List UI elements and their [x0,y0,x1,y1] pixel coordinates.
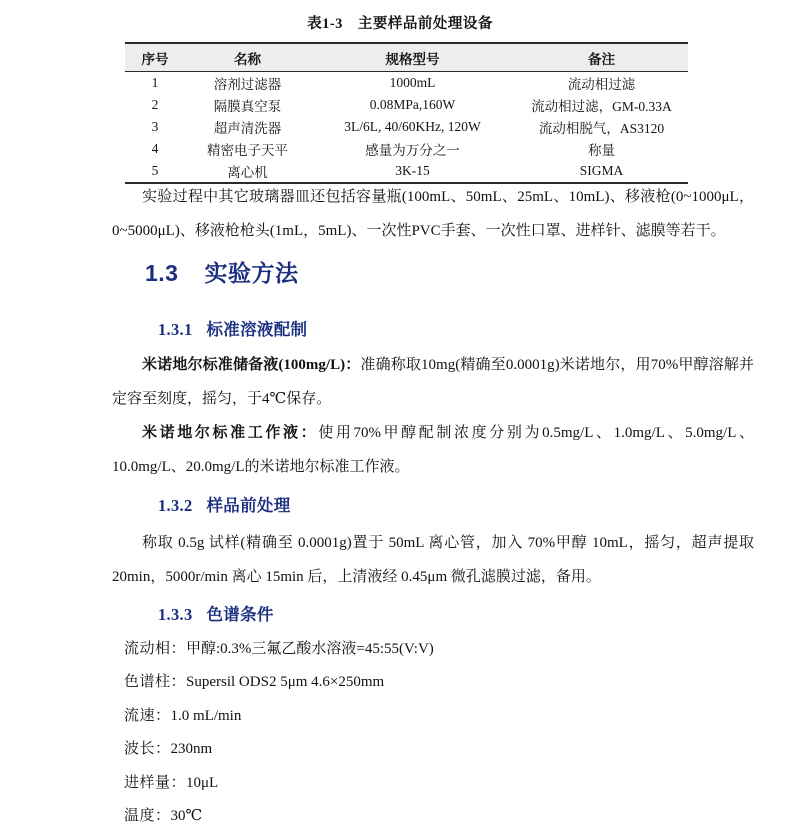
cell-no: 3 [151,119,159,134]
cell-name: 超声清洗器 [213,121,282,136]
cell-remark: 流动相过滤，GM-0.33A [531,99,672,114]
condition-flow-rate [124,700,764,733]
paragraph-lead: 米诺地尔标准储备液(100mg/L)： [142,357,361,373]
condition-wavelength [124,733,764,766]
cell-remark: SIGMA [515,160,688,183]
condition-label: 流动相： [124,641,187,657]
condition-label: 流速： [124,707,171,724]
condition-label: 进样量： [124,774,187,791]
paragraph-text: 准确称取10mg(精确至0.0001g)米诺地尔，用70%甲醇溶解并定容至刻度，摇匀，于4℃保存。 [112,357,754,407]
equipment-table [125,42,688,184]
heading-number: 1.3.3 [158,605,193,624]
table-row [125,116,688,138]
table-caption: 表1-3 主要样品前处理设备 [307,16,493,32]
column-header-no: 序号 [125,43,185,72]
paragraph-stock-solution [112,348,754,416]
heading-label: 色谱条件 [206,606,274,624]
table-row [125,94,688,116]
cell-name: 精密电子天平 [207,143,288,158]
equipment-table-header [125,43,688,72]
condition-value: 10μL [186,774,219,791]
cell-spec: 3K-15 [310,160,515,183]
heading-1-3 [145,255,298,288]
table-row [125,72,688,95]
heading-number: 1.3 [145,260,179,286]
condition-value: 1.0 mL/min [170,707,242,724]
heading-1-3-2 [158,492,291,516]
condition-value: Supersil ODS2 5μm 4.6×250mm [186,674,385,691]
paragraph-working-solution [112,416,754,484]
cell-spec: 1000mL [389,75,436,90]
cell-remark: 流动相过滤 [567,77,636,92]
heading-number: 1.3.1 [158,320,193,339]
column-header-spec: 规格型号 [310,43,515,72]
condition-label: 温度： [124,807,171,824]
cell-name: 溶剂过滤器 [213,77,282,92]
paragraph-pretreatment: 称取 0.5g 试样(精确至 0.0001g)置于 50mL 离心管，加入 70%甲醇 10mL，摇匀，超声提取 20min，5000r/min 离心 15min 后，上清液经 0.45μm 微孔滤膜过滤，备用。 [112,535,754,585]
heading-label: 实验方法 [204,260,299,286]
cell-spec: 感量为万分之一 [365,143,460,158]
cell-no: 2 [151,97,159,112]
cell-name: 隔膜真空泵 [213,99,282,114]
column-header-remark: 备注 [515,43,688,72]
table-row [125,138,688,160]
condition-temperature [124,800,764,825]
heading-label: 样品前处理 [206,497,291,515]
heading-1-3-3 [158,601,274,625]
paragraph-text: 使用70%甲醇配制浓度分别为0.5mg/L、1.0mg/L、5.0mg/L、10.0mg/L、20.0mg/L的米诺地尔标准工作液。 [112,425,754,475]
column-header-name: 名称 [185,43,310,72]
heading-number: 1.3.2 [158,496,193,515]
chromatography-conditions-list [124,633,764,825]
condition-column [124,666,764,699]
cell-no: 5 [125,160,185,183]
paragraph-lead: 米诺地尔标准工作液： [142,425,319,441]
cell-remark: 流动相脱气，AS3120 [538,121,665,136]
condition-injection-volume [124,767,764,800]
condition-value: 230nm [170,741,213,758]
heading-1-3-1 [158,316,307,340]
cell-no: 1 [151,75,159,90]
condition-value: 甲醇:0.3%三氟乙酸水溶液=45:55(V:V) [186,641,434,657]
condition-mobile-phase [124,633,764,666]
condition-value: 30℃ [170,807,203,824]
paragraph-glassware: 实验过程中其它玻璃器皿还包括容量瓶(100mL、50mL、25mL、10mL)、移液枪(0~1000μL，0~5000μL)、移液枪枪头(1mL，5mL)、一次性PVC手套、一次性口罩、进样针、滤膜等若干。 [112,189,754,239]
cell-no: 4 [151,141,159,156]
heading-label: 标准溶液配制 [206,321,308,339]
cell-name: 离心机 [185,160,310,183]
condition-label: 色谱柱： [124,674,187,691]
condition-label: 波长： [124,741,171,758]
cell-remark: 称量 [588,143,615,158]
cell-spec: 3L/6L, 40/60KHz, 120W [344,119,481,134]
cell-spec: 0.08MPa,160W [369,97,456,112]
